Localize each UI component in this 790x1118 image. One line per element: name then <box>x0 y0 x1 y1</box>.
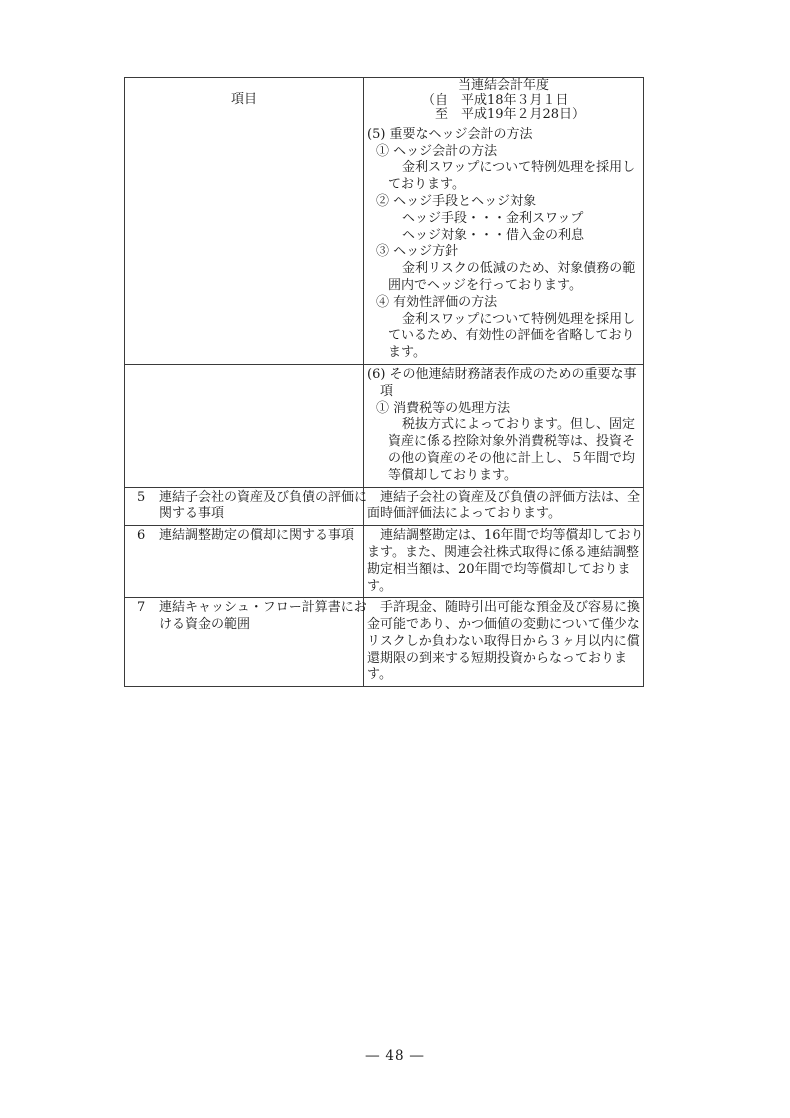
item-cell <box>125 365 364 487</box>
text-line: (6) その他連結財務諸表作成のための重要な事 <box>367 366 637 382</box>
text-line: 金利スワップについて特例処理を採用し <box>402 311 636 327</box>
text-line: ④ 有効性評価の方法 <box>376 294 498 310</box>
item-column-label: 項目 <box>230 92 257 108</box>
content-cell <box>364 125 643 364</box>
period-dates <box>422 94 585 123</box>
item-cell <box>125 598 367 686</box>
text-line: 項 <box>380 383 394 399</box>
text-line: 勘定相当額は、20年間で均等償却しておりま <box>367 561 631 577</box>
text-line: 連結子会社の資産及び負債の評価方法は、全 <box>380 489 641 505</box>
text-line: 連結調整勘定の償却に関する事項 <box>159 528 355 544</box>
header-cell-period <box>364 78 643 125</box>
text-line: ① ヘッジ会計の方法 <box>376 143 498 159</box>
text-line: リスクしか負わない取得日から３ヶ月以内に償 <box>367 633 640 649</box>
text-line: 等償却しております。 <box>388 467 517 483</box>
period-to-line: 至 平成19年２月28日） <box>434 107 586 123</box>
table-body <box>125 125 643 687</box>
text-line: ② ヘッジ手段とヘッジ対象 <box>376 193 537 209</box>
text-line: 手許現金、随時引出可能な預金及び容易に換 <box>380 600 641 616</box>
text-line: 金利スワップについて特例処理を採用し <box>402 160 636 176</box>
item-text <box>159 528 363 545</box>
text-line: 税抜方式によっております。但し、固定 <box>402 417 635 433</box>
item-cell <box>125 488 368 526</box>
text-line: 金利リスクの低減のため、対象債務の範 <box>402 261 636 277</box>
text-line: ます。 <box>388 345 426 361</box>
item-text <box>159 489 368 524</box>
item-cell <box>125 125 364 364</box>
period-from-line: （自 平成18年３月１日 <box>421 92 569 108</box>
text-line: 還期限の到来する短期投資からなっておりま <box>367 650 628 666</box>
text-line: 金可能であり、かつ価値の変動について僅少な <box>367 617 640 633</box>
text-line: 関する事項 <box>159 506 225 522</box>
text-line: 囲内でヘッジを行っております。 <box>388 277 582 293</box>
text-line: す。 <box>367 667 392 683</box>
text-line: 連結調整勘定は、16年間で均等償却しており <box>380 528 644 544</box>
text-line: ております。 <box>388 177 465 193</box>
period-title: 当連結会計年度 <box>457 78 549 93</box>
text-line: 連結子会社の資産及び負債の評価に <box>159 489 368 505</box>
table-row <box>125 487 643 526</box>
text-line: の他の資産のその他に計上し、５年間で均 <box>388 450 636 466</box>
item-text <box>159 600 367 634</box>
text-line: ヘッジ対象・・・借入金の利息 <box>402 227 585 243</box>
text-line: 面時価評価法によっております。 <box>367 506 561 522</box>
content-cell <box>364 598 643 686</box>
table-header-row <box>125 78 643 125</box>
item-cell <box>125 526 364 597</box>
item-number: 5 <box>137 489 146 505</box>
text-line: ヘッジ手段・・・金利スワップ <box>402 210 584 226</box>
text-line: 連結キャッシュ・フロー計算書にお <box>159 600 367 616</box>
text-line: ているため、有効性の評価を省略しており <box>388 328 635 344</box>
table-row <box>125 364 643 487</box>
text-line: (5) 重要なヘッジ会計の方法 <box>367 126 533 142</box>
content-cell <box>364 526 643 597</box>
text-line: 資産に係る控除対象外消費税等は、投資そ <box>388 434 636 450</box>
header-cell-item <box>125 78 364 125</box>
page-number: ― 48 ― <box>365 1048 425 1064</box>
item-number: 6 <box>137 528 146 544</box>
text-line: ます。また、関連会社株式取得に係る連結調整 <box>367 544 639 560</box>
text-line: ① 消費税等の処理方法 <box>376 400 511 416</box>
table-row <box>125 125 643 364</box>
text-line: ける資金の範囲 <box>159 617 251 633</box>
content-cell <box>364 365 643 487</box>
text-line: す。 <box>367 578 392 594</box>
table-row <box>125 597 643 686</box>
text-line: ③ ヘッジ方針 <box>376 244 459 260</box>
table-row <box>125 525 643 597</box>
content-cell <box>364 488 643 526</box>
notes-table <box>124 77 644 687</box>
item-number: 7 <box>137 600 146 616</box>
